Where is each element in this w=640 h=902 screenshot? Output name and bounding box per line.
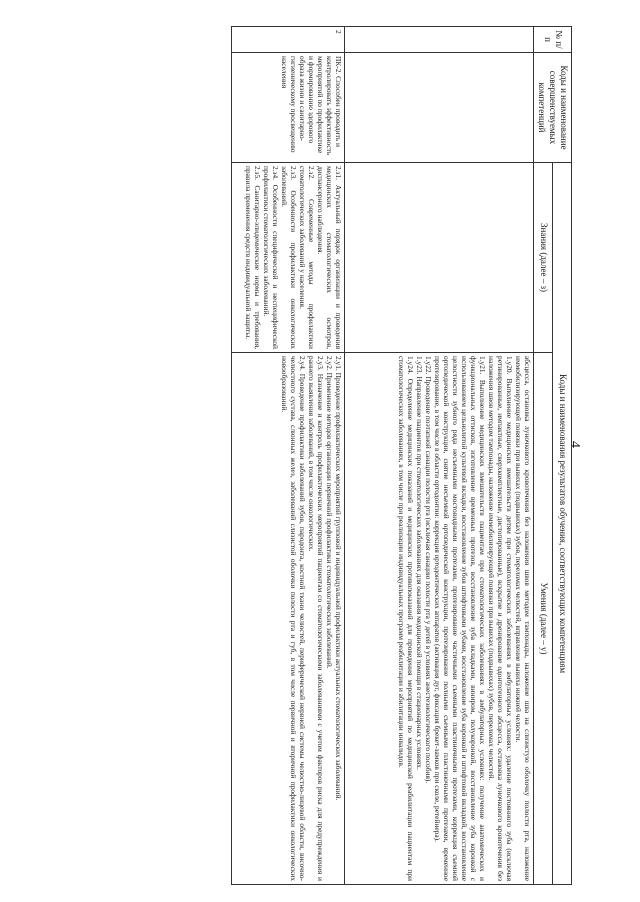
skill-paragraph: 1.у22. Проведение поэтапной санации полости рта (исключая санацию полости рта у детей в условиях анестезиологического пособия). bbox=[423, 356, 433, 784]
row-num-cell bbox=[345, 27, 534, 53]
skill-paragraph: 2.у2. Применение методов организации первичной профилактики стоматологических заболеваний. bbox=[325, 356, 335, 669]
knowledge-paragraph: 2.з1. Актуальный порядок организации и проведения медицинских стоматологических осмотров, диспансерного наблюдения. bbox=[316, 166, 344, 349]
row-knowledge-cell bbox=[345, 163, 534, 353]
table-row bbox=[232, 27, 345, 885]
skill-paragraph: 2.у3. Назначение и контроль профилактических мероприятий пациентам со стоматологическими заболеваниями с учетом факторов риска для предупреждения и раннего выявления заболеваний, в том числе онкологических. bbox=[307, 356, 326, 881]
skill-paragraph: 2.у4. Проведение профилактики заболеваний зубов, пародонта, костной ткани челюстей, периферической нервной системы челюстно-лицевой области, височно-челюстного сустава, слюнных желез, заболеваний слизистой оболочки полости рта и губ, в том числе первичной и вторичной профилактики онкологических новообразований. bbox=[279, 356, 307, 881]
skill-paragraph: 1.у21. Выполнение медицинских вмешательств пациентам при стоматологических заболеваниях в амбулаторных условиях: получение анатомических и функциональных оттисков, изготовление временных протезов, восстановление зуба вкладками, виниром, полукоронкой, восстановление зуба коронкой с использованием цельнолитой культевой вкладки, восстановление зубов штифтовыми зубами, восстановление зуба коронкой и штифтовой вкладкой, восстановление целостности зубного ряда несъемными мостовидными протезами, протезирование частичными съемными пластиночными протезами, коррекция съемной ортопедической конструкции, снятие несъемной ортопедической конструкции, протезирование полными съемными пластиночными протезами, временное протезирование, в том числе в области ортодонтии: коррекция ортодонтических аппаратов (активация дуг, фиксация брекет-замков при сколе, ретейнера). bbox=[432, 356, 487, 881]
header-codes: Коды и наименование совершенствуемых компетенций bbox=[534, 53, 572, 163]
row-knowledge-cell bbox=[232, 163, 345, 353]
skill-paragraph: абсцесса, остановка луночкового кровотечения без наложения швов методом тампонады, наложение шва на слизистую оболочку полости рта, наложение иммобилизирующей повязки при вывихах (подвывихах) зубов, переломах челюстей, вправление вывиха нижней челюсти. bbox=[514, 356, 533, 881]
skill-paragraph: 2.у1. Проведение профилактических мероприятий групповой и индивидуальной профилактики актуальных стоматологических заболеваний. bbox=[334, 356, 344, 801]
header-knowledge: Знания (далее – з) bbox=[534, 163, 553, 353]
skill-paragraph: 1.у20. Выполнение медицинских вмешательств детям при стоматологических заболеваниях в амбулаторных условиях: удаление постоянного зуба (исключая ретинированные, импактные, сверхкомплектные, дистопированные), вскрытие и дренирование одонтогенного абсцесса, остановка луночкового кровотечения без наложения швов методом тампонады, наложение иммобилизирующей повязки при вывихах (подвывихах) зубов, переломах челюстей. bbox=[486, 356, 515, 881]
knowledge-paragraph: 2.з2. Современные методы профилактики стоматологических заболеваний у населения. bbox=[297, 166, 316, 349]
header-skills: Умения (далее – у) bbox=[534, 353, 553, 885]
header-num: № п/п bbox=[534, 27, 572, 53]
competencies-table bbox=[231, 26, 572, 885]
row-codes-cell bbox=[345, 53, 534, 163]
skill-paragraph: 1.у24. Определение медицинских показаний и медицинских противопоказаний для проведения мероприятий по медицинской реабилитации пациентам при стоматологических заболеваниях, в том числе при реализации индивидуальных программ реабилитации и абилитации инвалидов. bbox=[396, 356, 415, 881]
knowledge-paragraph: 2.з5. Санитарно-эпидемические нормы и требования, правила применения средств индивидуальной защиты. bbox=[243, 166, 262, 349]
header-results: Коды и наименования результатов обучения, соответствующих компетенциям bbox=[553, 163, 572, 885]
knowledge-paragraph: 2.з4. Особенности специфической и неспецифической профилактики стоматологических заболеваний. bbox=[261, 166, 280, 349]
row-skills-cell bbox=[345, 353, 534, 885]
skill-paragraph: 1.у23. Направление пациентов при стоматологических заболеваниях для оказания медицинской помощи в стационарных условиях. bbox=[414, 356, 424, 770]
row-num-cell: 2 bbox=[232, 27, 345, 53]
table-row bbox=[345, 27, 534, 885]
row-skills-cell bbox=[232, 353, 345, 885]
header-row-1 bbox=[553, 27, 572, 885]
page-number: 4 bbox=[567, 441, 582, 448]
knowledge-paragraph: 2.з3. Особенности профилактики онкологических заболеваний. bbox=[279, 166, 298, 349]
row-codes-cell: ПК-2. Способен проводить и контролировать эффективность мероприятий по профилактике и формированию здорового образа жизни и санитарно-гигиеническому просвещению населения bbox=[232, 53, 345, 163]
